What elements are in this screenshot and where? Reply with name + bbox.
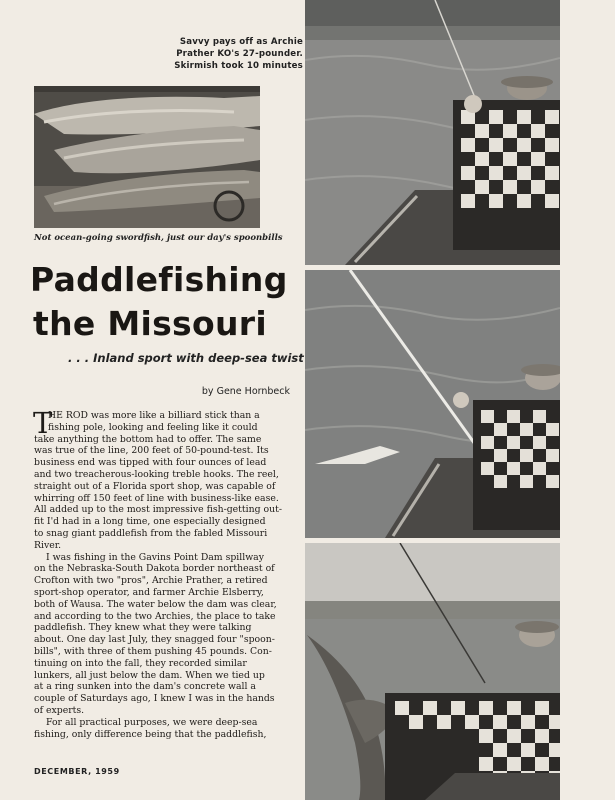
body-line: River. bbox=[34, 539, 62, 551]
body-line: bills", with three of them pushing 45 pounds. Con- bbox=[34, 645, 272, 657]
body-line: business end was tipped with four ounces of lead bbox=[34, 457, 267, 469]
photo-column bbox=[305, 0, 560, 800]
body-line: fishing pole, looking and feeling like it could bbox=[48, 421, 258, 433]
paddlefish-photo-caption: Not ocean-going swordfish, just our day's spoonbills bbox=[34, 233, 283, 243]
article-body bbox=[33, 406, 299, 740]
drop-cap: T bbox=[33, 406, 53, 440]
landing-paddlefish-photo bbox=[305, 543, 560, 800]
caption-line: Savvy pays off as Archie bbox=[179, 37, 303, 47]
headline-line: the Missouri bbox=[33, 304, 267, 343]
rod-bending-photo bbox=[305, 270, 560, 538]
angler-reeling-photo bbox=[305, 0, 560, 265]
body-line: For all practical purposes, we were deep-sea bbox=[46, 716, 258, 728]
article-subhead: . . . Inland sport with deep-sea twist bbox=[68, 351, 304, 365]
body-line: HE ROD was more like a billiard stick than a bbox=[48, 410, 260, 421]
body-line: I was fishing in the Gavins Point Dam spillway bbox=[46, 551, 264, 563]
caption-line: Prather KO's 27-pounder. bbox=[176, 49, 303, 59]
body-line: Crofton with two "pros", Archie Prather, a retired bbox=[34, 575, 268, 587]
top-photo-caption bbox=[165, 36, 303, 72]
body-line: fit I'd had in a long time, one especially designed bbox=[34, 516, 266, 528]
paddlefish-catch-photo bbox=[34, 86, 260, 228]
body-line: fishing, only difference being that the paddlefish, bbox=[34, 728, 267, 740]
body-line: tinuing on into the fall, they recorded similar bbox=[34, 657, 247, 669]
issue-date-footer: DECEMBER, 1959 bbox=[34, 767, 120, 776]
headline-line: Paddlefishing bbox=[30, 260, 288, 299]
body-line: about. One day last July, they snagged four "spoon- bbox=[34, 634, 275, 646]
body-line: straight out of a Florida sport shop, was capable of bbox=[34, 480, 276, 492]
article-headline bbox=[30, 258, 288, 346]
body-line: of experts. bbox=[34, 704, 85, 716]
body-line: and according to the two Archies, the place to take bbox=[34, 610, 276, 622]
body-line: and two treacherous-looking treble hooks. The reel, bbox=[34, 468, 279, 480]
body-line: to snag giant paddlefish from the fabled Missouri bbox=[34, 527, 268, 539]
body-line: sport-shop operator, and farmer Archie Elsberry, bbox=[34, 586, 264, 598]
body-line: at a ring sunken into the dam's concrete wall a bbox=[34, 681, 256, 693]
body-line: take anything the bottom had to offer. The same bbox=[34, 433, 262, 445]
article-byline: by Gene Hornbeck bbox=[201, 386, 290, 397]
body-line: paddlefish. They knew what they were talking bbox=[34, 622, 252, 634]
body-line: was true of the line, 200 feet of 50-pound-test. Its bbox=[34, 445, 269, 457]
body-line: lunkers, all just below the dam. When we tied up bbox=[34, 669, 265, 681]
body-line: couple of Saturdays ago, I knew I was in the hands bbox=[34, 693, 275, 705]
body-line: whirring off 150 feet of line with business-like ease. bbox=[34, 492, 279, 504]
body-line: both of Wausa. The water below the dam was clear, bbox=[34, 598, 277, 610]
body-line: on the Nebraska-South Dakota border northeast of bbox=[34, 563, 275, 575]
body-line: All added up to the most impressive fish-getting out- bbox=[34, 504, 282, 516]
caption-line: Skirmish took 10 minutes bbox=[174, 61, 303, 71]
